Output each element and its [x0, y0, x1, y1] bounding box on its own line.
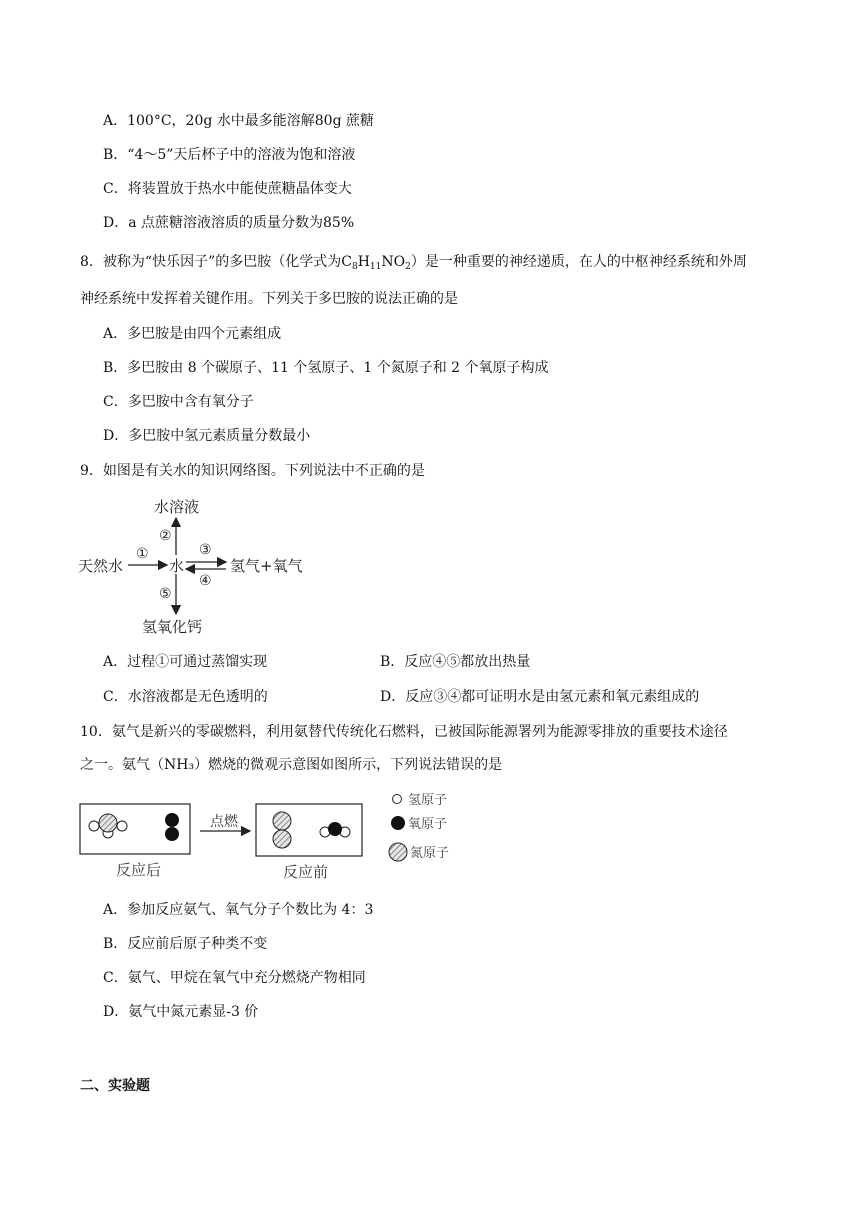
q9-option-d: D．反应③④都可证明水是由氢元素和氧元素组成的: [380, 689, 700, 705]
label-3: ③: [199, 542, 212, 558]
label-2: ②: [159, 528, 172, 544]
diagram-node-left: 天然水: [78, 557, 124, 575]
q10-stem-line2: 之一。氨气（NH₃）燃烧的微观示意图如图所示，下列说法错误的是: [80, 757, 503, 773]
q8-formula: [341, 254, 411, 270]
legend-hydrogen-label: 氢原子: [408, 793, 448, 808]
nitrogen-atom: [273, 830, 291, 848]
q8-stem-line1: [80, 252, 747, 277]
q9-stem: 9．如图是有关水的知识网络图。下列说法中不正确的是: [80, 463, 425, 479]
q10-stem-line1: 10．氨气是新兴的零碳燃料，利用氨替代传统化石燃料，已被国际能源署列为能源零排放的重要技术途径: [80, 724, 728, 740]
hydrogen-atom: [89, 821, 99, 831]
q10-option-b: B．反应前后原子种类不变: [103, 936, 268, 952]
q9-option-b: B．反应④⑤都放出热量: [380, 654, 531, 670]
nitrogen-atom: [273, 812, 291, 830]
formula-h: H: [357, 254, 370, 270]
label-4: ④: [199, 573, 212, 589]
q8-option-a: A．多巴胺是由四个元素组成: [103, 326, 282, 342]
left-box-label: 反应后: [116, 861, 162, 879]
legend-oxygen-icon: [391, 816, 405, 830]
label-1: ①: [136, 546, 149, 562]
q10-reaction-diagram: [74, 786, 474, 886]
q8-stem-part2: ）是一种重要的神经递质，在人的中枢神经系统和外周: [410, 254, 747, 270]
q8-stem-part1: 8．被称为“快乐因子”的多巴胺（化学式为: [80, 254, 342, 270]
q8-option-c: C．多巴胺中含有氧分子: [103, 394, 254, 410]
diagram-node-center: 水: [169, 557, 185, 575]
q9-option-a: A．过程①可通过蒸馏实现: [103, 654, 268, 670]
q10-option-a: A．参加反应氨气、氧气分子个数比为 4：3: [103, 902, 374, 918]
label-5: ⑤: [159, 586, 172, 602]
q10-option-c: C．氨气、甲烷在氧气中充分燃烧产物相同: [103, 970, 366, 986]
formula-o-n: 2: [405, 262, 411, 272]
legend-nitrogen-label: 氮原子: [410, 846, 450, 861]
formula-c: C: [341, 254, 352, 270]
q8-stem-line2: 神经系统中发挥着关键作用。下列关于多巴胺的说法正确的是: [80, 291, 458, 307]
q7-option-a: A．100°C，20g 水中最多能溶解80g 蔗糖: [103, 113, 374, 129]
q9-water-network-diagram: [74, 492, 314, 642]
right-box-label: 反应前: [283, 863, 329, 881]
q7-option-c: C．将装置放于热水中能使蔗糖晶体变大: [103, 181, 352, 197]
legend-hydrogen-icon: [393, 795, 402, 804]
arrow-label: 点燃: [210, 814, 238, 830]
oxygen-atom: [165, 827, 179, 841]
q7-option-d: D．a 点蔗糖溶液溶质的质量分数为85%: [103, 215, 355, 231]
q9-option-c: C．水溶液都是无色透明的: [103, 689, 268, 705]
diagram-node-top: 水溶液: [154, 498, 200, 516]
oxygen-atom: [165, 813, 179, 827]
q8-option-d: D．多巴胺中氢元素质量分数最小: [103, 428, 311, 444]
q10-option-d: D．氨气中氮元素显-3 价: [103, 1004, 259, 1020]
legend-oxygen-label: 氧原子: [408, 817, 448, 832]
formula-h-n: 11: [369, 262, 382, 272]
nitrogen-atom: [99, 814, 117, 832]
hydrogen-atom: [117, 821, 127, 831]
oxygen-atom: [328, 822, 342, 836]
legend-nitrogen-icon: [389, 843, 407, 861]
q7-option-b: B．“4～5”天后杯子中的溶液为饱和溶液: [103, 147, 356, 163]
formula-no: NO: [381, 254, 406, 270]
section-heading-experiment: 二、实验题: [80, 1078, 150, 1094]
formula-c-n: 8: [351, 262, 358, 272]
diagram-node-right: 氢气+氧气: [230, 557, 303, 575]
diagram-node-bottom: 氢氧化钙: [142, 618, 203, 636]
q8-option-b: B．多巴胺由 8 个碳原子、11 个氢原子、1 个氮原子和 2 个氧原子构成: [103, 360, 549, 376]
